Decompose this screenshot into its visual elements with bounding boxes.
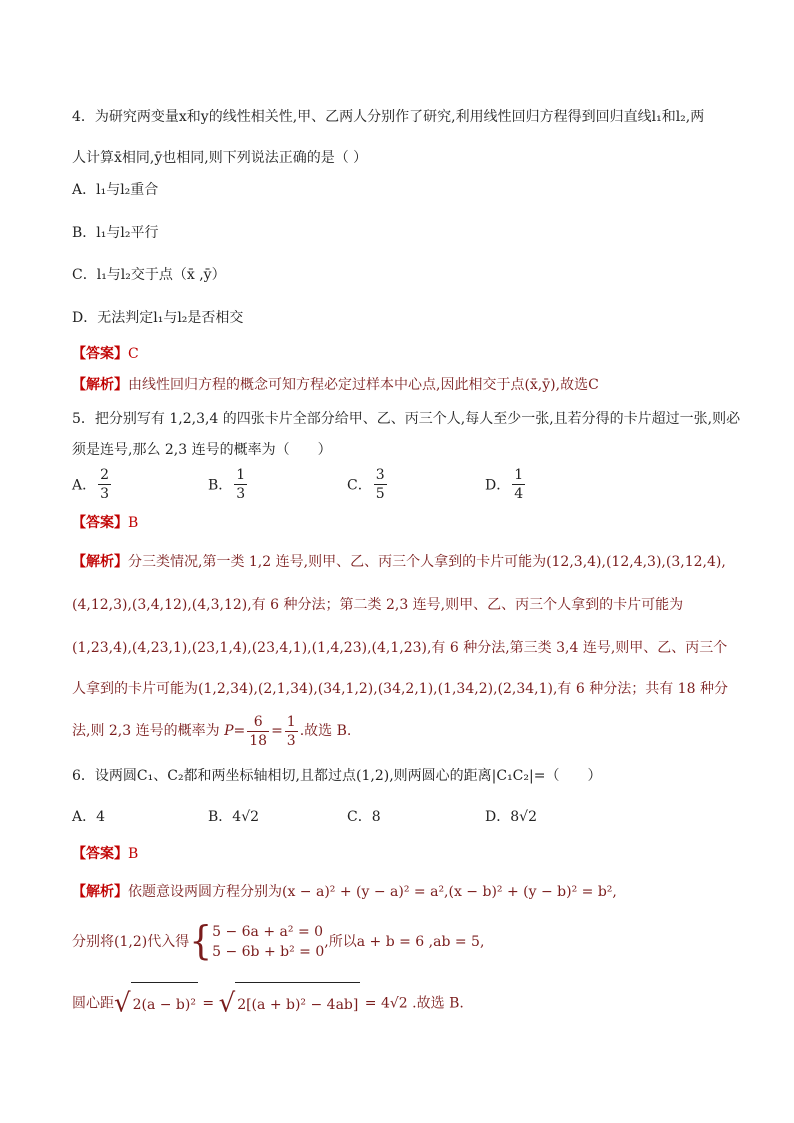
q4-option-a: A．l₁与l₂重合 <box>72 182 159 198</box>
q5-analysis-line4: 人拿到的卡片可能为(1,2,34),(2,1,34),(34,1,2),(34,2,1),(1,34,2),(2,34,1),有 6 种分法；共有 18 种分 <box>72 681 728 697</box>
q4-stem-line1: 4．为研究两变量x和y的线性相关性,甲、乙两人分别作了研究,利用线性回归方程得到回归直线l₁和l₂,两 <box>72 109 705 125</box>
q4-analysis <box>72 375 599 395</box>
q6-analysis-line1: 【解析】依题意设两圆方程分别为(x − a)² + (y − a)² = a²,(x − b)² + (y − b)² = b², <box>72 884 617 900</box>
q6-option-b: B．4√2 <box>208 809 260 825</box>
answer-tag: 【答案】 <box>72 346 128 362</box>
q6-option-d: D．8√2 <box>485 809 537 825</box>
q5-analysis-line3: (1,23,4),(4,23,1),(23,1,4),(23,4,1),(1,4,23),(4,1,23),有 6 种分法,第三类 3,4 连号,则甲、乙、丙三个 <box>72 640 728 656</box>
q6-analysis-line3: 圆心距√ 2(a − b)² = √ 2[(a + b)² − 4ab] = 4√2 .故选 B. <box>72 982 464 1025</box>
analysis-tag: 【解析】 <box>72 377 128 393</box>
q5-analysis-line5: 法,则 2,3 连号的概率为 P= $\frac{6}{18}$ = $\frac{1}{3}$ .故选 B. <box>72 713 352 749</box>
q5-option-b: B． $\frac{1}{3}$ <box>208 467 246 502</box>
q4-answer <box>72 344 139 364</box>
q5-answer: 【答案】B <box>72 515 139 531</box>
q6-analysis-line2: 分别将(1,2)代入得{ 5 − 6a + a² = 0 5 − 6b + b² = 0 ,所以a + b = 6 ,ab = 5, <box>72 918 485 964</box>
q4-option-c: C．l₁与l₂交于点（x̄ ,ȳ） <box>72 267 226 283</box>
q5-analysis-line1: 【解析】分三类情况,第一类 1,2 连号,则甲、乙、丙三个人拿到的卡片可能为(12,3,4),(12,4,3),(3,12,4), <box>72 554 726 570</box>
q6-answer: 【答案】B <box>72 846 139 862</box>
q5-option-d: D． $\frac{1}{4}$ <box>485 467 524 502</box>
q5-stem-line1: 5．把分别写有 1,2,3,4 的四张卡片全部分给甲、乙、丙三个人,每人至少一张,且若分得的卡片超过一张,则必 <box>72 411 741 427</box>
q6-option-c: C．8 <box>347 809 381 825</box>
answer-value: C <box>128 346 139 362</box>
q4-option-d: D．无法判定l₁与l₂是否相交 <box>72 310 244 326</box>
q4-option-b: B．l₁与l₂平行 <box>72 225 159 241</box>
q6-stem: 6．设两圆C₁、C₂都和两坐标轴相切,且都过点(1,2),则两圆心的距离|C₁C₂|=（ ） <box>72 768 602 784</box>
q4-stem-line2: 人计算x̄相同,ȳ也相同,则下列说法正确的是（ ） <box>72 150 368 166</box>
q5-analysis-line2: (4,12,3),(3,4,12),(4,3,12),有 6 种分法；第二类 2,3 连号,则甲、乙、丙三个人拿到的卡片可能为 <box>72 597 684 613</box>
analysis-text: 由线性回归方程的概念可知方程必定过样本中心点,因此相交于点(x̄,ȳ),故选C <box>128 377 599 393</box>
q6-option-a: A．4 <box>72 809 106 825</box>
q5-option-a: A． $\frac{2}{3}$ <box>72 467 110 502</box>
q5-option-c: C． $\frac{3}{5}$ <box>347 467 385 502</box>
q5-stem-line2: 须是连号,那么 2,3 连号的概率为（ ） <box>72 442 332 458</box>
